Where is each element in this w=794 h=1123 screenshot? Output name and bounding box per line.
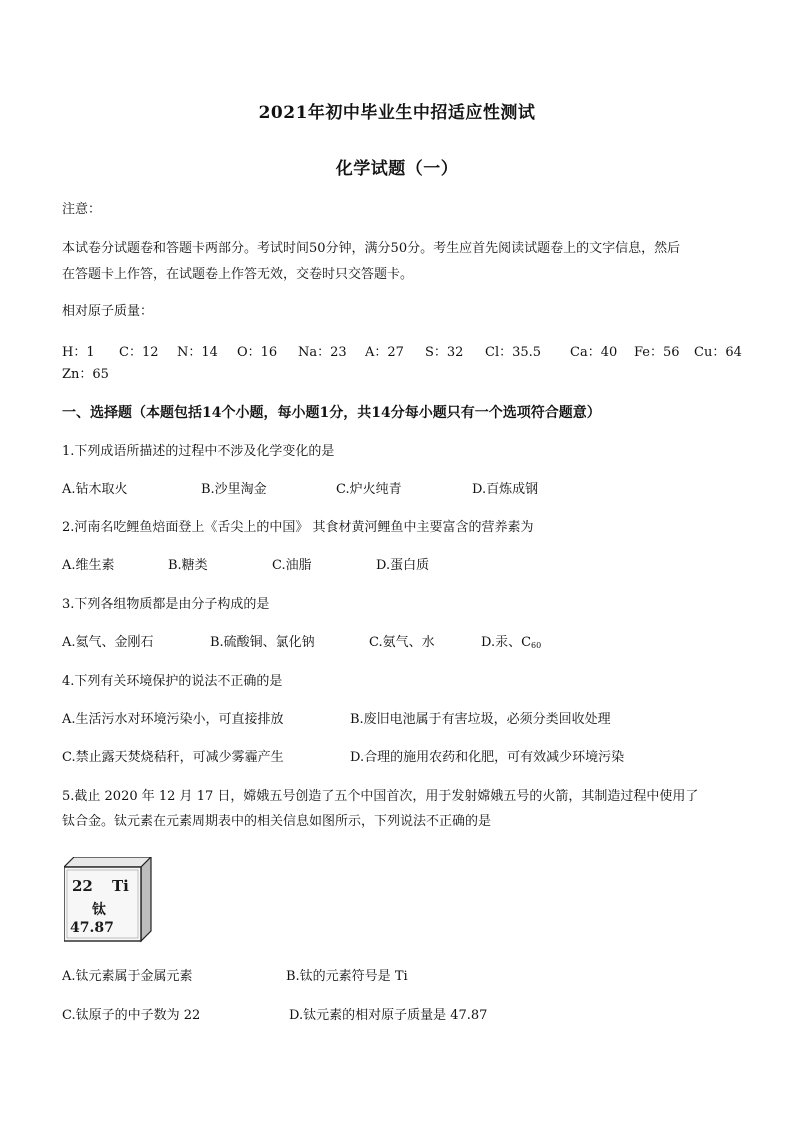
atomic-mass-item: O：16: [237, 345, 278, 360]
question-3-option-c: C.氨气、水: [369, 635, 435, 650]
question-3-option-d-text: D.汞、C: [481, 635, 532, 650]
atomic-mass-item: C：12: [119, 345, 159, 360]
subscript: 60: [531, 641, 542, 650]
question-4-stem: 4.下列有关环境保护的说法不正确的是: [62, 674, 283, 689]
question-4-option-c: C.禁止露天焚烧秸秆，可减少雾霾产生: [62, 750, 284, 765]
element-name: 钛: [92, 902, 106, 918]
atomic-mass-item: N：14: [177, 345, 218, 360]
exam-subtitle: 化学试题（一）: [335, 159, 459, 179]
element-mass: 47.87: [70, 920, 114, 936]
question-1-option-a: A.钻木取火: [62, 482, 128, 497]
question-2-option-a: A.维生素: [62, 558, 115, 573]
atomic-mass-item: H：1: [62, 345, 95, 360]
question-1-option-c: C.炉火纯青: [336, 482, 402, 497]
question-5-option-b: B.钛的元素符号是 Ti: [286, 969, 408, 984]
question-1-option-d: D.百炼成钢: [472, 482, 539, 497]
question-4-option-d: D.合理的施用农药和化肥，可有效减少环境污染: [350, 750, 625, 765]
question-3-option-b: B.硫酸铜、氯化钠: [210, 635, 315, 650]
question-5-option-d: D.钛元素的相对原子质量是 47.87: [289, 1008, 488, 1023]
atomic-mass-item: Cl：35.5: [485, 345, 542, 360]
question-2-option-b: B.糖类: [168, 558, 208, 573]
question-5-stem-line-1: 5.截止 2020 年 12 月 17 日，嫦娥五号创造了五个中国首次，用于发射嫦娥五号的火箭，其制造过程中使用了: [62, 789, 699, 804]
question-5-option-a: A.钛元素属于金属元素: [62, 969, 193, 984]
atomic-mass-item: Ca：40: [570, 345, 618, 360]
atomic-mass-item: Fe：56: [634, 345, 680, 360]
question-3-option-a: A.氦气、金刚石: [62, 635, 154, 650]
atomic-mass-item: Cu：64: [694, 345, 742, 360]
notice-line-2: 在答题卡上作答，在试题卷上作答无效，交卷时只交答题卡。: [62, 267, 414, 282]
exam-title: 2021年初中毕业生中招适应性测试: [258, 103, 536, 123]
atomic-mass-item: Na：23: [298, 345, 347, 360]
question-2-option-d: D.蛋白质: [376, 558, 430, 573]
question-5-option-c: C.钛原子的中子数为 22: [62, 1008, 201, 1023]
question-2-stem: 2.河南名吃鲤鱼焙面登上《舌尖上的中国》 其食材黄河鲤鱼中主要富含的营养素为: [62, 520, 534, 535]
question-3-option-d: [481, 634, 541, 655]
periodic-table-cell: [64, 857, 148, 941]
section-heading: 一、选择题（本题包括14个小题，每小题1分，共14分每小题只有一个选项符合题意）: [62, 405, 601, 421]
question-4-option-a: A.生活污水对环境污染小，可直接排放: [62, 712, 284, 727]
question-4-option-b: B.废旧电池属于有害垃圾，必须分类回收处理: [350, 712, 611, 727]
notice-line-1: 本试卷分试题卷和答题卡两部分。考试时间50分钟，满分50分。考生应首先阅读试题卷上的文字信息，然后: [62, 241, 681, 256]
atomic-mass-item: S：32: [425, 345, 464, 360]
question-5-stem-line-2: 钛合金。钛元素在元素周期表中的相关信息如图所示，下列说法不正确的是: [62, 814, 492, 829]
question-3-stem: 3.下列各组物质都是由分子构成的是: [62, 597, 270, 612]
element-number: 22: [72, 877, 93, 895]
element-symbol: Ti: [112, 877, 129, 895]
question-1-stem: 1.下列成语所描述的过程中不涉及化学变化的是: [62, 444, 335, 459]
atomic-mass-item: A：27: [365, 345, 404, 360]
question-1-option-b: B.沙里淘金: [201, 482, 267, 497]
question-2-option-c: C.油脂: [272, 558, 312, 573]
atomic-mass-label: 相对原子质量：: [62, 304, 154, 319]
atomic-mass-item-last: Zn：65: [62, 367, 109, 382]
notice-label: 注意：: [62, 202, 102, 217]
